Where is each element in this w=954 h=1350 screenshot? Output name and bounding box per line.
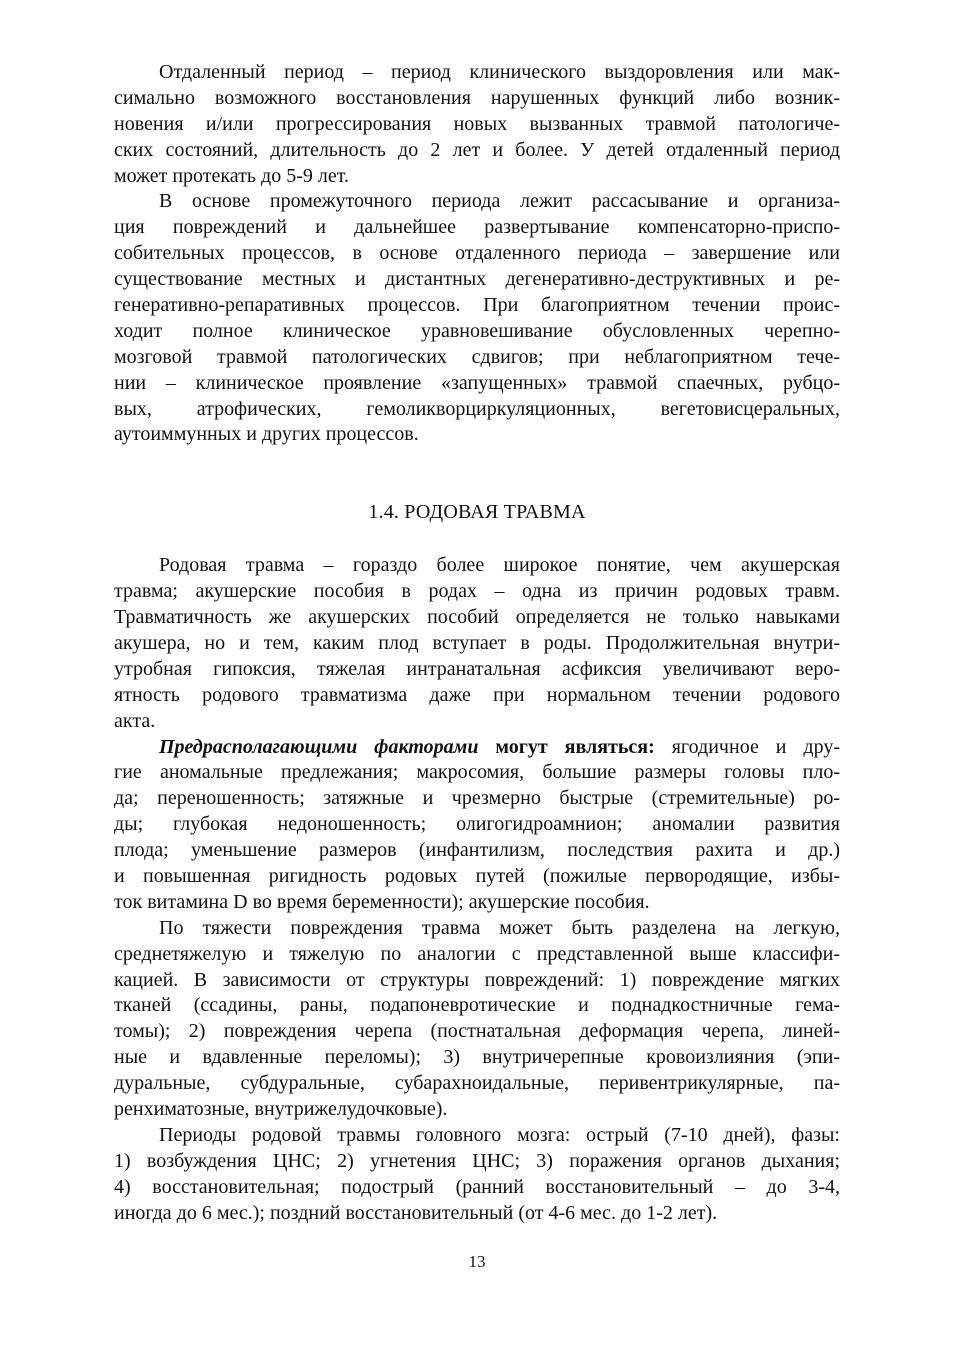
text-line: вых, атрофических, гемоликворциркуляционных, вегетовисцеральных, (114, 397, 840, 420)
paragraph-predisposing-factors (114, 735, 840, 916)
paragraph-intermediate-period (114, 189, 840, 448)
text-line: утробная гипоксия, тяжелая интранатальная асфиксия увеличивают веро- (114, 657, 840, 680)
text-line: ятность родового травматизма даже при нормальном течении родового (114, 683, 840, 706)
text-line: ских состояний, длительность до 2 лет и более. У детей отдаленный период (114, 138, 840, 161)
text-line: акушера, но и тем, каким плод вступает в роды. Продолжительная внутри- (114, 631, 840, 654)
text-line: ды; глубокая недоношенность; олигогидроамнион; аномалии развития (114, 813, 840, 836)
text-line (114, 735, 840, 761)
text-line: ренхиматозные, внутрижелудочковые). (114, 1097, 448, 1120)
text-line: акта. (114, 709, 156, 732)
text-line: иногда до 6 мес.); поздний восстановительный (от 4-6 мес. до 1-2 лет). (114, 1201, 718, 1224)
text-line: новения и/или прогрессирования новых вызванных травмой патологиче- (114, 112, 840, 135)
text-line: Отдаленный период – период клинического выздоровления или мак- (159, 61, 840, 83)
text-line: кацией. В зависимости от структуры повреждений: 1) повреждение мягких (114, 968, 840, 991)
paragraph-remote-period (114, 60, 840, 189)
paragraph-periods (114, 1123, 840, 1227)
text-line: нии – клиническое проявление «запущенных» травмой спаечных, рубцо- (114, 371, 840, 394)
text-line: томы); 2) повреждения черепа (постнатальная деформация черепа, линей- (114, 1020, 840, 1043)
text-line: ходит полное клиническое уравновешивание обусловленных черепно- (114, 319, 840, 342)
text-line: аутоиммунных и других процессов. (114, 423, 419, 446)
text-line: В основе промежуточного периода лежит рассасывание и организа- (159, 190, 840, 213)
text-line: ток витамина D во время беременности); акушерские пособия. (114, 890, 650, 913)
text-line: Периоды родовой травмы головного мозга: острый (7-10 дней), фазы: (159, 1123, 840, 1146)
paragraph-birth-trauma (114, 553, 840, 734)
text-line: может протекать до 5-9 лет. (114, 164, 349, 187)
text-line: 4) восстановительная; подострый (ранний восстановительный – до 3-4, (114, 1175, 840, 1198)
text-line: ция повреждений и дальнейшее развертывание компенсаторно-приспо- (114, 216, 840, 239)
text-line: плода; уменьшение размеров (инфантилизм, последствия рахита и др.) (114, 839, 840, 862)
text-line: среднетяжелую и тяжелую по аналогии с представленной выше классифи- (114, 942, 840, 965)
text-line: 1) возбуждения ЦНС; 2) угнетения ЦНС; 3) поражения органов дыхания; (114, 1149, 840, 1172)
text-line: Травматичность же акушерских пособий определяется не только навыками (114, 606, 840, 629)
text-line: и повышенная ригидность родовых путей (пожилые первородящие, избы- (114, 864, 840, 887)
text-line: гие аномальные предлежания; макросомия, большие размеры головы пло- (114, 761, 840, 784)
text-line: собительных процессов, в основе отдаленного периода – завершение или (114, 242, 840, 265)
term-predisposing-factors: Предрасполагающими факторами (159, 735, 479, 758)
text-line: ные и вдавленные переломы); 3) внутричерепные кровоизлияния (эпи- (114, 1046, 840, 1069)
text-line: По тяжести повреждения травма может быть разделена на легкую, (159, 916, 840, 939)
text-line: генеративно-репаративных процессов. При благоприятном течении проис- (114, 294, 840, 317)
text-line: тканей (ссадины, раны, подапоневротические и поднадкостничные гема- (114, 994, 840, 1017)
text-line: Родовая травма – гораздо более широкое понятие, чем акушерская (159, 554, 840, 577)
text-line: существование местных и дистантных дегенеративно-деструктивных и ре- (114, 268, 840, 291)
paragraph-severity (114, 916, 840, 1123)
text-line: да; переношенность; затяжные и чрезмерно быстрые (стремительные) ро- (114, 787, 840, 810)
section-heading: 1.4. РОДОВАЯ ТРАВМА (368, 501, 586, 524)
text-line: симально возможного восстановления нарушенных функций либо возник- (114, 86, 840, 109)
page-number: 13 (468, 1252, 486, 1271)
text-line: мозговой травмой патологических сдвигов; при неблагоприятном тече- (114, 345, 840, 368)
text-line: дуральные, субдуральные, субарахноидальные, перивентрикулярные, па- (114, 1072, 840, 1095)
text-line: травма; акушерские пособия в родах – одна из причин родовых травм. (114, 580, 840, 603)
page-body (114, 60, 840, 1226)
term-can-be: могут являться: (478, 735, 655, 758)
text-fragment: ягодичное и дру- (654, 735, 840, 758)
